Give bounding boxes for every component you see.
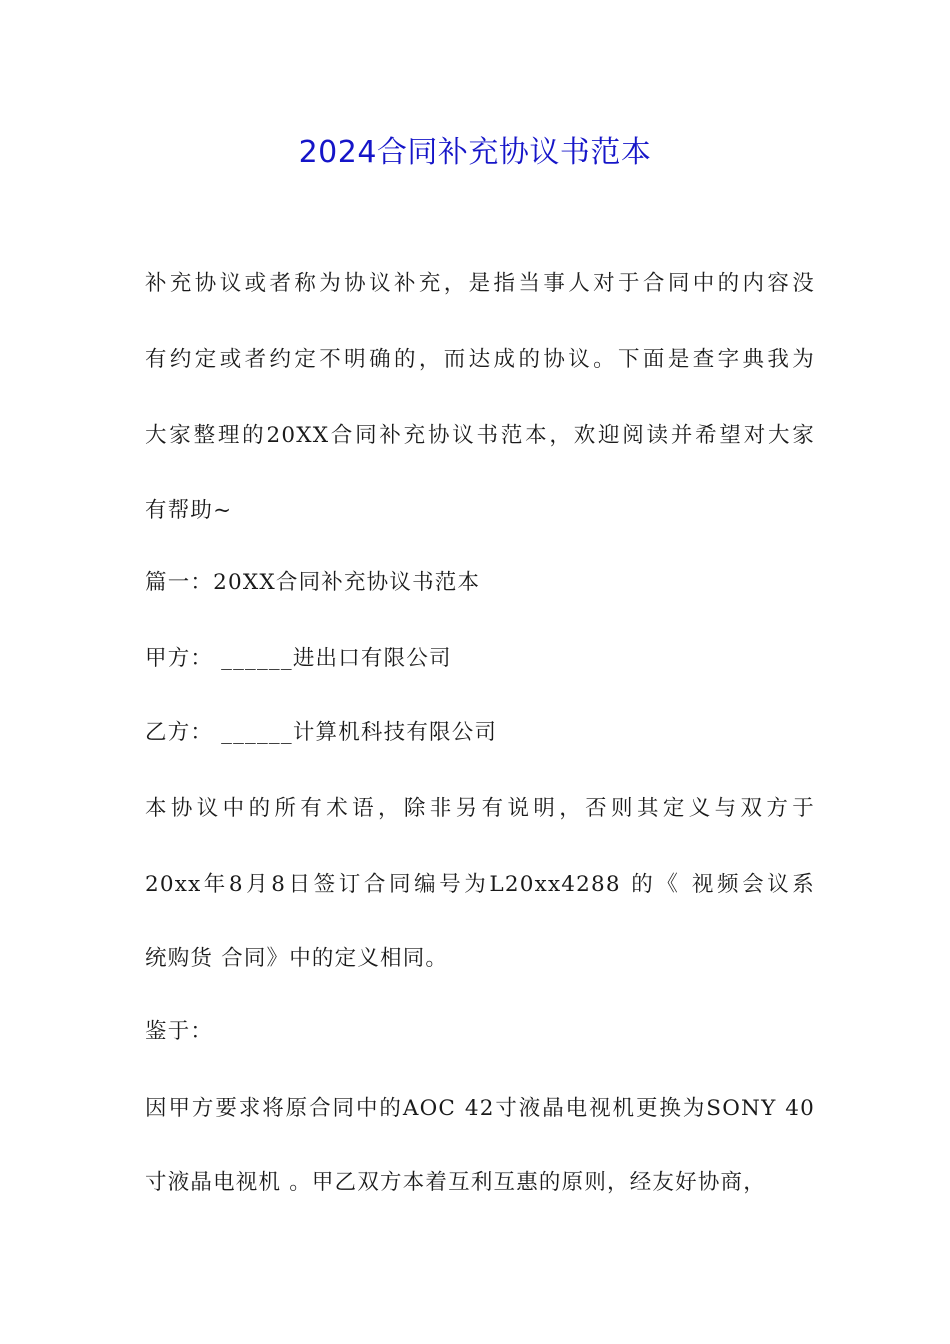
paragraph-line: 补充协议或者称为协议补充，是指当事人对于合同中的内容没	[145, 271, 815, 296]
party-b-line: 乙方： ______计算机科技有限公司	[145, 720, 498, 745]
party-a-line: 甲方： ______进出口有限公司	[145, 646, 452, 671]
section-heading: 篇一：20XX合同补充协议书范本	[145, 570, 481, 595]
paragraph-line: 本协议中的所有术语，除非另有说明，否则其定义与双方于	[145, 796, 815, 821]
paragraph-line: 因甲方要求将原合同中的AOC 42寸液晶电视机更换为SONY 40	[145, 1096, 815, 1121]
paragraph-line: 有约定或者约定不明确的，而达成的协议。下面是查字典我为	[145, 347, 815, 372]
document-title: 2024合同补充协议书范本	[298, 135, 652, 170]
whereas-heading: 鉴于：	[145, 1019, 214, 1044]
paragraph-line: 大家整理的20XX合同补充协议书范本，欢迎阅读并希望对大家	[145, 423, 815, 448]
paragraph-line: 统购货 合同》中的定义相同。	[145, 946, 449, 971]
paragraph-line: 20xx年8月8日签订合同编号为L20xx4288 的《 视频会议系	[145, 872, 815, 897]
paragraph-line: 有帮助~	[145, 498, 233, 523]
paragraph-line: 寸液晶电视机 。甲乙双方本着互利互惠的原则，经友好协商，	[145, 1170, 766, 1195]
